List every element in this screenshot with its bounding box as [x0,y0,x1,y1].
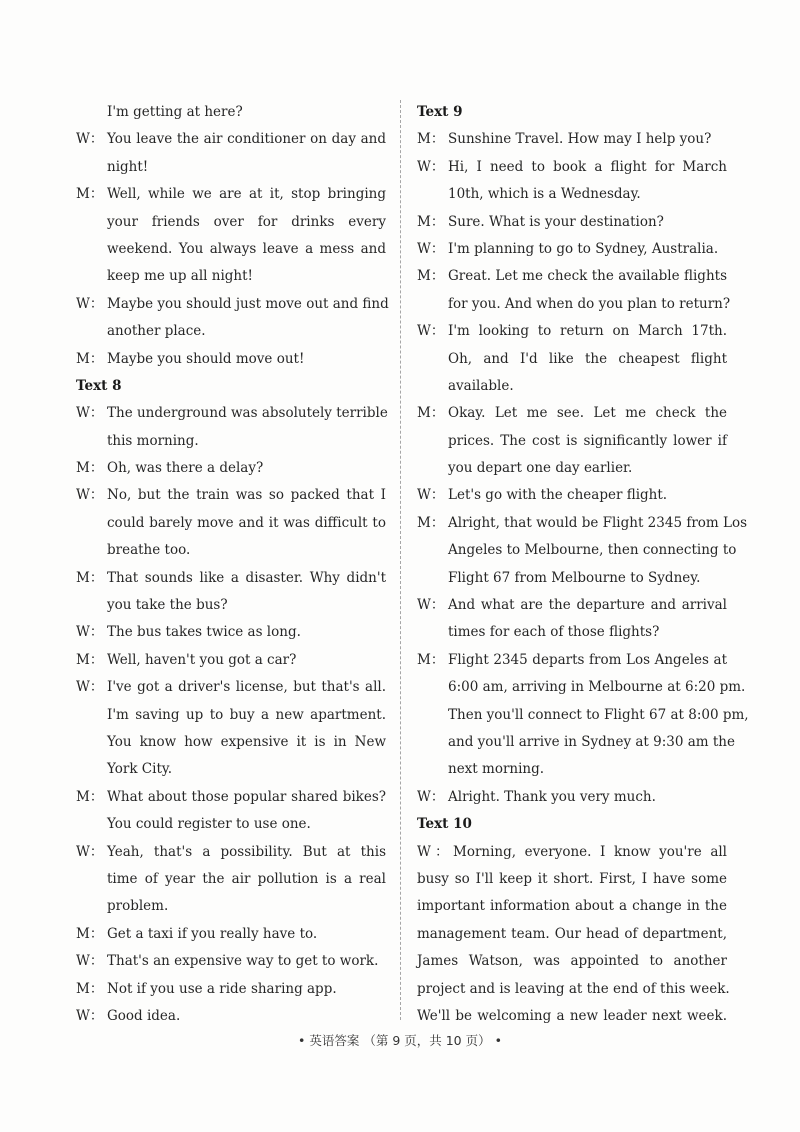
dialogue-continuation: next morning. [448,761,545,778]
dialogue-line [417,784,727,811]
column-divider [400,100,401,1020]
dialogue-text: I've got a driver's license, but that's all. [107,679,386,696]
monologue-line: James Watson, was appointed to another [417,953,727,970]
dialogue-text: Oh, was there a delay? [107,460,264,477]
dialogue-line [417,209,727,236]
dialogue-continuation: Oh, and I'd like the cheapest flight [448,350,727,367]
dialogue-text: No, but the train was so packed that I [107,487,386,504]
monologue-line: project and is leaving at the end of this week. [417,980,730,997]
left-column [76,99,389,1030]
dialogue-line [76,921,386,948]
dialogue-continuation: another place. [107,323,206,340]
dialogue-text: Alright. Thank you very much. [448,788,656,805]
dialogue-line [417,482,727,509]
dialogue-continuation: I'm saving up to buy a new apartment. [107,706,386,723]
speaker-label: M： [76,186,104,203]
speaker-label: M： [417,405,445,422]
dialogue-text: Not if you use a ride sharing app. [107,980,337,997]
dialogue-continuation: Then you'll connect to Flight 67 at 8:00 pm, [448,706,749,723]
dialogue-text: Get a taxi if you really have to. [107,925,318,942]
speaker-label: M： [417,131,445,148]
speaker-label: M： [417,213,445,230]
speaker-label: W： [76,295,104,312]
monologue-line: We'll be welcoming a new leader next week. [417,1007,727,1024]
dialogue-continuation: you take the bus? [107,597,228,614]
dialogue-continuation: you depart one day earlier. [448,460,633,477]
dialogue-text: Okay. Let me see. Let me check the [448,405,727,422]
dialogue-continuation: You know how expensive it is in New [107,733,386,750]
dialogue-continuation: I'm getting at here? [107,104,243,120]
speaker-label: M： [76,980,104,997]
dialogue-continuation: night! [107,158,149,175]
dialogue-line [76,647,386,674]
dialogue-continuation: 10th, which is a Wednesday. [448,186,641,203]
dialogue-line [76,565,386,592]
dialogue-line [76,674,386,701]
dialogue-text: What about those popular shared bikes? [107,788,386,805]
dialogue-line [76,181,386,208]
dialogue-line [76,619,386,646]
dialogue-continuation: and you'll arrive in Sydney at 9:30 am the [448,733,735,750]
section-heading: Text 9 [417,104,463,120]
dialogue-text: Maybe you should just move out and find [107,295,389,312]
dialogue-line [417,510,748,537]
dialogue-line [417,263,727,290]
dialogue-continuation: Flight 67 from Melbourne to Sydney. [448,569,701,586]
dialogue-line [76,400,386,427]
dialogue-line [417,400,727,427]
speaker-label: W： [76,1007,104,1024]
dialogue-continuation: this morning. [107,432,199,449]
speaker-label: M： [76,651,104,668]
dialogue-text: Alright, that would be Flight 2345 from Los [448,514,748,531]
section-heading: Text 10 [417,816,472,833]
dialogue-text: You leave the air conditioner on day and [107,131,386,148]
dialogue-line [76,784,386,811]
dialogue-text: Well, haven't you got a car? [107,651,297,668]
dialogue-line [76,1003,386,1030]
speaker-label: W： [417,323,445,340]
dialogue-line [76,839,386,866]
speaker-label: W： [76,843,104,860]
dialogue-line [417,126,727,153]
dialogue-continuation: your friends over for drinks every [107,213,386,230]
dialogue-continuation: problem. [107,898,169,915]
speaker-label: M： [417,268,445,285]
speaker-label: W： [76,679,104,696]
speaker-label: M： [417,514,445,531]
dialogue-text: I'm planning to go to Sydney, Australia. [448,240,719,257]
dialogue-text: Good idea. [107,1007,181,1024]
dialogue-continuation: York City. [107,761,172,778]
speaker-label: W： [417,240,445,257]
dialogue-continuation: time of year the air pollution is a real [107,870,386,887]
dialogue-text: Hi, I need to book a flight for March [448,158,727,175]
speaker-label: W： [76,624,104,641]
dialogue-continuation: breathe too. [107,542,191,559]
speaker-label: W： [417,487,445,504]
speaker-label: W： [76,487,104,504]
dialogue-continuation: prices. The cost is significantly lower if [448,432,727,449]
dialogue-continuation: could barely move and it was difficult to [107,514,386,531]
dialogue-continuation: for you. And when do you plan to return? [448,295,731,312]
dialogue-continuation: 6:00 am, arriving in Melbourne at 6:20 pm. [448,679,746,696]
dialogue-continuation: times for each of those flights? [448,624,660,641]
monologue-line: important information about a change in the [417,898,727,915]
dialogue-continuation: Angeles to Melbourne, then connecting to [448,542,737,559]
speaker-label: M： [417,651,445,668]
speaker-label: M： [76,350,104,367]
speaker-label: W： [76,953,104,970]
monologue-line: busy so I'll keep it short. First, I have some [417,870,727,887]
speaker-label: M： [76,788,104,805]
dialogue-text: The bus takes twice as long. [107,624,301,641]
dialogue-line [76,126,386,153]
speaker-label: W： [76,405,104,422]
speaker-label: M： [76,925,104,942]
dialogue-continuation: weekend. You always leave a mess and [107,240,386,257]
speaker-label: M： [76,460,104,477]
dialogue-line [76,346,386,373]
dialogue-text: Maybe you should move out! [107,350,305,367]
dialogue-text: Well, while we are at it, stop bringing [107,186,386,203]
right-column [417,99,749,1030]
dialogue-line [417,154,727,181]
speaker-label: W： [417,158,445,175]
page-footer: • 英语答案 （第 9 页，共 10 页） • [298,1033,502,1048]
dialogue-line [417,236,727,263]
dialogue-line [76,482,386,509]
dialogue-continuation: available. [448,377,514,394]
dialogue-text: And what are the departure and arrival [448,597,727,614]
dialogue-continuation: You could register to use one. [107,816,311,833]
dialogue-text: That sounds like a disaster. Why didn't [107,569,386,586]
dialogue-line [76,948,386,975]
dialogue-line [76,976,386,1003]
speaker-label: W： [76,131,104,148]
dialogue-line [417,592,727,619]
dialogue-line [76,291,389,318]
dialogue-text: Let's go with the cheaper flight. [448,487,668,504]
dialogue-text: Flight 2345 departs from Los Angeles at [448,651,727,668]
dialogue-text: I'm looking to return on March 17th. [448,323,727,340]
speaker-label: M： [76,569,104,586]
dialogue-text: Yeah, that's a possibility. But at this [107,843,386,860]
monologue-line: management team. Our head of department, [417,925,727,942]
dialogue-line [417,647,727,674]
monologue-line: W：Morning, everyone. I know you're all [417,843,727,860]
dialogue-text: The underground was absolutely terrible [107,405,388,422]
dialogue-line [417,318,727,345]
speaker-label: W： [417,597,445,614]
section-heading: Text 8 [76,377,122,394]
dialogue-line [76,455,386,482]
dialogue-text: Sunshine Travel. How may I help you? [448,131,712,148]
dialogue-text: Great. Let me check the available flights [448,268,727,285]
dialogue-text: That's an expensive way to get to work. [107,953,379,970]
dialogue-text: Sure. What is your destination? [448,213,664,230]
speaker-label: W： [417,788,445,805]
dialogue-continuation: keep me up all night! [107,268,253,285]
